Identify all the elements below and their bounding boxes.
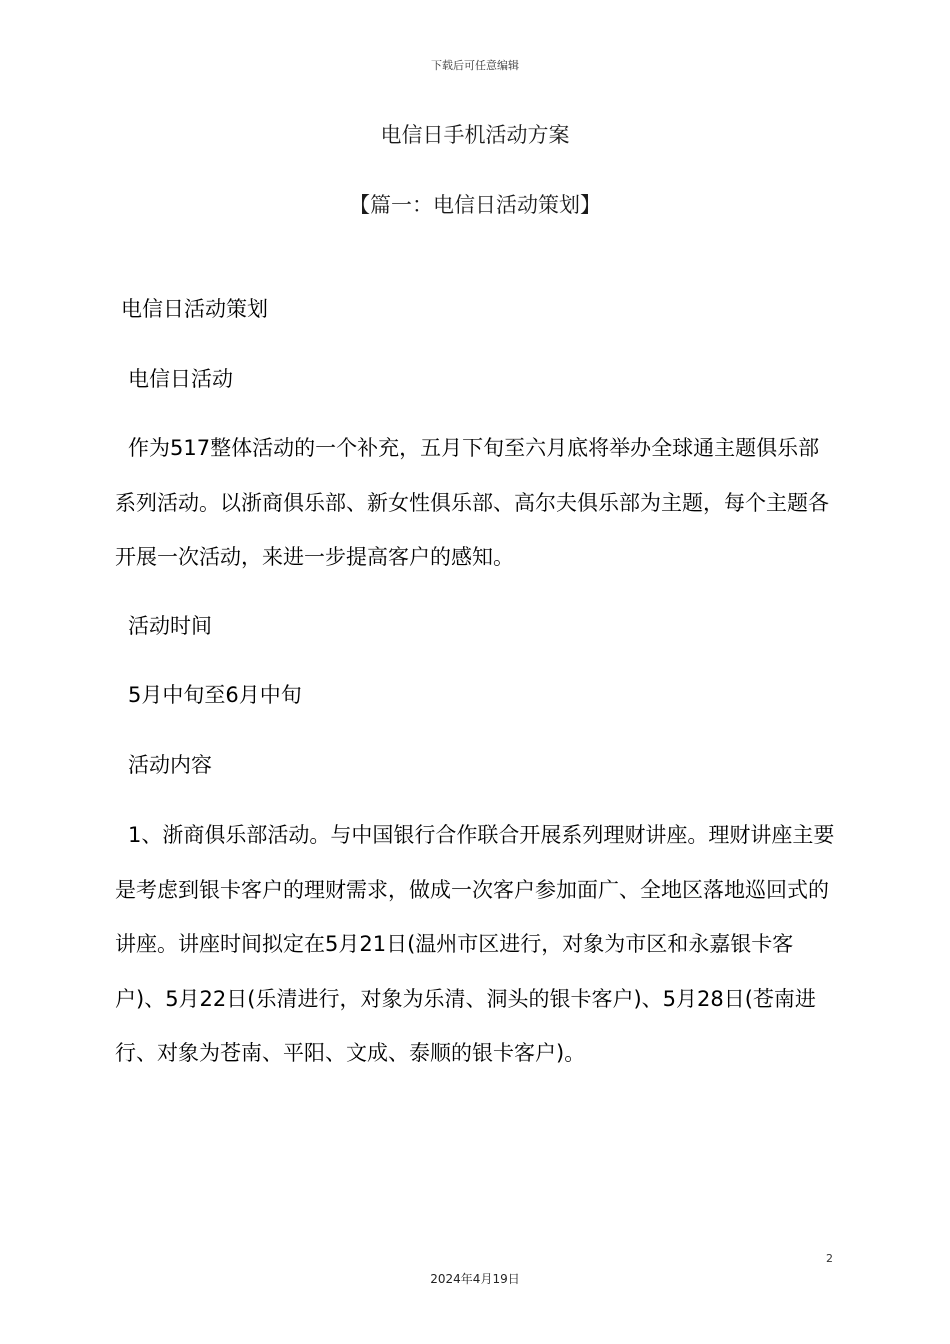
- paragraph-content-item-1: 1、浙商俱乐部活动。与中国银行合作联合开展系列理财讲座。理财讲座主要是考虑到银卡客户的理财需求，做成一次客户参加面广、全地区落地巡回式的讲座。讲座时间拟定在5月21日(温州市区进行，对象为市区和永嘉银卡客户)、5月22日(乐清进行，对象为乐清、洞头的银卡客户)、5月28日(苍南进行、对象为苍南、平阳、文成、泰顺的银卡客户)。: [115, 823, 835, 1065]
- paragraph-time-value: 5月中旬至6月中旬: [128, 683, 302, 707]
- header-note: 下载后可任意编辑: [431, 59, 519, 72]
- paragraph-heading-content: 活动内容: [128, 753, 212, 777]
- paragraph-intro: 作为517整体活动的一个补充，五月下旬至六月底将举办全球通主题俱乐部系列活动。以浙商俱乐部、新女性俱乐部、高尔夫俱乐部为主题，每个主题各开展一次活动，来进一步提高客户的感知。: [115, 436, 829, 569]
- document-title: 电信日手机活动方案: [380, 123, 570, 147]
- paragraph-heading-plan: 电信日活动策划: [121, 297, 268, 321]
- footer-date: 2024年4月19日: [430, 1272, 520, 1286]
- paragraph-heading-activity: 电信日活动: [128, 367, 233, 391]
- paragraph-heading-time: 活动时间: [128, 614, 212, 638]
- section-title: 【篇一：电信日活动策划】: [349, 193, 601, 217]
- page-number: 2: [826, 1252, 833, 1265]
